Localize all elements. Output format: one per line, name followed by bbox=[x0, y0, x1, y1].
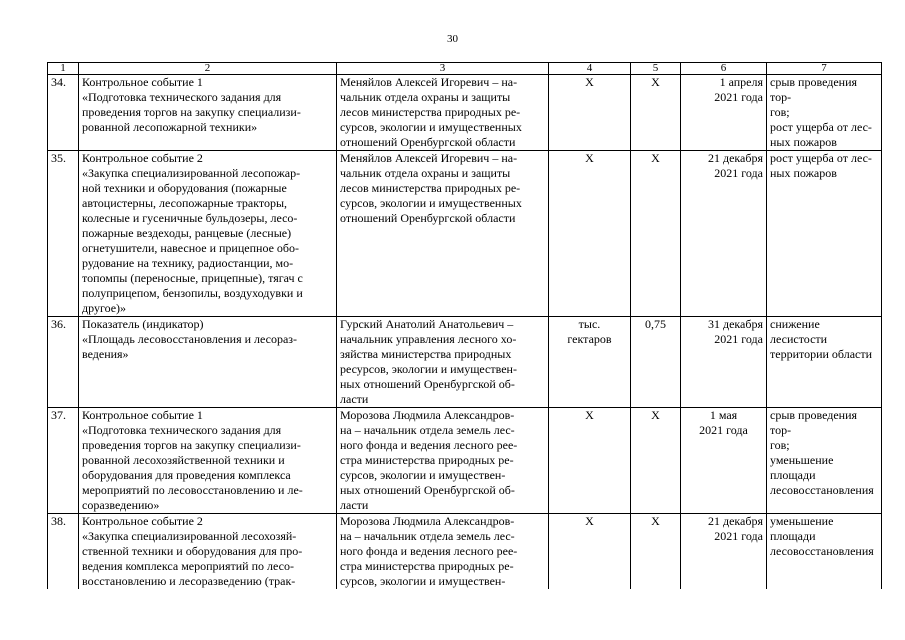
value-cell: 0,75 bbox=[631, 317, 681, 408]
column-number: 7 bbox=[767, 63, 882, 75]
event-cell: Контрольное событие 2 «Закупка специализированной лесохозяй- ственной техники и оборудования для про- ведения комплекса мероприятий по лесо- восстановлению и лесоразведению (трак- bbox=[79, 514, 337, 590]
column-number: 3 bbox=[337, 63, 549, 75]
event-cell: Показатель (индикатор) «Площадь лесовосстановления и лесораз- ведения» bbox=[79, 317, 337, 408]
risk-cell: рост ущерба от лес- ных пожаров bbox=[767, 151, 882, 317]
column-number: 1 bbox=[48, 63, 79, 75]
responsible-cell: Гурский Анатолий Анатольевич – начальник управления лесного хо- зяйства министерства природных ресурсов, экологии и имуществен- ных отношений Оренбургской об- ласти bbox=[337, 317, 549, 408]
table-row bbox=[48, 408, 882, 514]
date-cell: 1 мая 2021 года bbox=[681, 408, 767, 514]
plan-table bbox=[47, 62, 882, 589]
table-row bbox=[48, 75, 882, 151]
value-cell: Х bbox=[631, 408, 681, 514]
event-cell: Контрольное событие 2 «Закупка специализированной лесопожар- ной техники и оборудования (пожарные автоцистерны, лесопожарные тракторы, колесные и гусеничные бульдозеры, лесо- пожарные вездеходы, ранцевые (лесные) огнетушители, навесное и прицепное обо- рудование на технику, радиостанции, мо- топомпы (переносные, прицепные), тягач с полуприцепом, бензопилы, воздуходувки и другое)» bbox=[79, 151, 337, 317]
responsible-cell: Морозова Людмила Александров- на – начальник отдела земель лес- ного фонда и ведения лесного рее- стра министерства природных ре- сурсов, экологии и имуществен- ных отношений Оренбургской об- ласти bbox=[337, 408, 549, 514]
risk-cell: срыв проведения тор- гов; рост ущерба от лес- ных пожаров bbox=[767, 75, 882, 151]
unit-cell: Х bbox=[549, 408, 631, 514]
risk-cell: срыв проведения тор- гов; уменьшение площади лесовосстановления bbox=[767, 408, 882, 514]
table-row bbox=[48, 317, 882, 408]
row-number: 34. bbox=[48, 75, 79, 151]
value-cell: Х bbox=[631, 75, 681, 151]
risk-cell: уменьшение площади лесовосстановления bbox=[767, 514, 882, 590]
column-number: 2 bbox=[79, 63, 337, 75]
page-number: 30 bbox=[447, 33, 458, 45]
table-row bbox=[48, 514, 882, 590]
responsible-cell: Морозова Людмила Александров- на – начальник отдела земель лес- ного фонда и ведения лесного рее- стра министерства природных ре- сурсов, экологии и имуществен- bbox=[337, 514, 549, 590]
unit-cell: Х bbox=[549, 151, 631, 317]
date-cell: 21 декабря 2021 года bbox=[681, 514, 767, 590]
row-number: 36. bbox=[48, 317, 79, 408]
unit-cell: тыс. гектаров bbox=[549, 317, 631, 408]
row-number: 35. bbox=[48, 151, 79, 317]
column-number: 6 bbox=[681, 63, 767, 75]
column-number: 5 bbox=[631, 63, 681, 75]
risk-cell: снижение лесистости территории области bbox=[767, 317, 882, 408]
row-number: 37. bbox=[48, 408, 79, 514]
date-cell: 21 декабря 2021 года bbox=[681, 151, 767, 317]
unit-cell: Х bbox=[549, 514, 631, 590]
date-cell: 1 апреля 2021 года bbox=[681, 75, 767, 151]
value-cell: Х bbox=[631, 151, 681, 317]
row-number: 38. bbox=[48, 514, 79, 590]
unit-cell: Х bbox=[549, 75, 631, 151]
event-cell: Контрольное событие 1 «Подготовка технического задания для проведения торгов на закупку специализи- рованной лесопожарной техники» bbox=[79, 75, 337, 151]
value-cell: Х bbox=[631, 514, 681, 590]
responsible-cell: Меняйлов Алексей Игоревич – на- чальник отдела охраны и защиты лесов министерства природных ре- сурсов, экологии и имущественных отношений Оренбургской области bbox=[337, 75, 549, 151]
responsible-cell: Меняйлов Алексей Игоревич – на- чальник отдела охраны и защиты лесов министерства природных ре- сурсов, экологии и имущественных отношений Оренбургской области bbox=[337, 151, 549, 317]
date-cell: 31 декабря 2021 года bbox=[681, 317, 767, 408]
table-row bbox=[48, 151, 882, 317]
column-number: 4 bbox=[549, 63, 631, 75]
column-number-row bbox=[48, 63, 882, 75]
event-cell: Контрольное событие 1 «Подготовка технического задания для проведения торгов на закупку специализи- рованной лесохозяйственной техники и оборудования для проведения комплекса мероприятий по лесовосстановлению и ле- соразведению» bbox=[79, 408, 337, 514]
